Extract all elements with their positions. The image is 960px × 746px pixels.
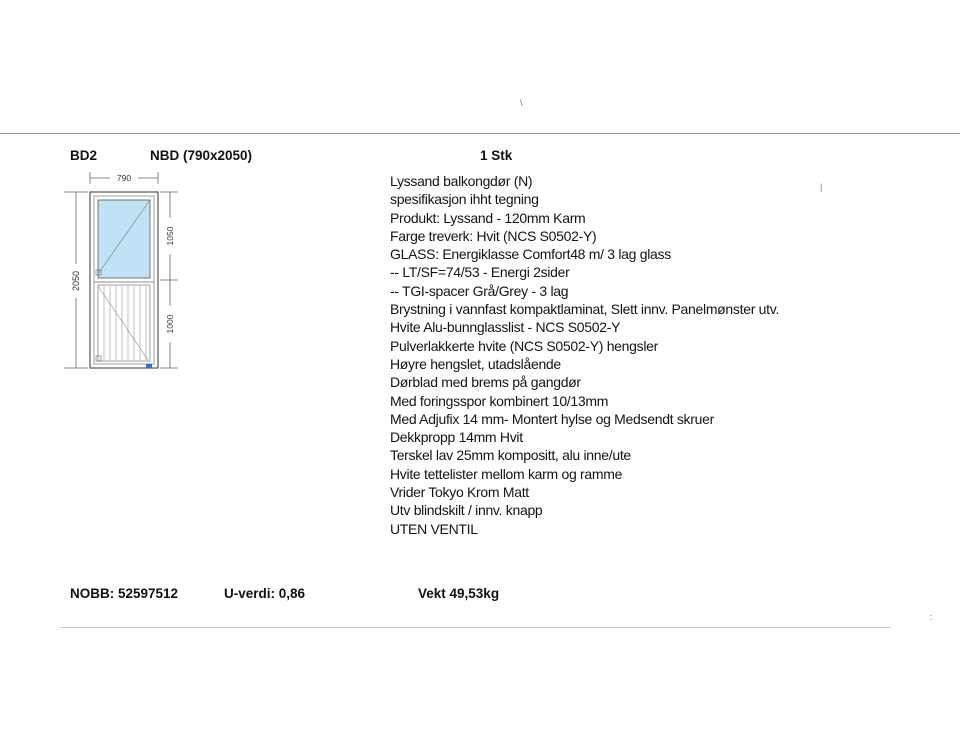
spec-line: Hvite Alu-bunnglasslist - NCS S0502-Y (390, 319, 621, 336)
spec-line: UTEN VENTIL (390, 520, 478, 537)
spec-line: Lyssand balkongdør (N) (390, 173, 533, 189)
scan-speck: \ (520, 98, 523, 108)
spec-line: Pulverlakkerte hvite (NCS S0502-Y) hengsler (390, 337, 659, 354)
spec-line: Høyre hengslet, utadslående (390, 355, 561, 372)
item-code: BD2 (70, 148, 98, 163)
spec-line: Med foringsspor kombinert 10/13mm (390, 392, 609, 409)
spec-line: -- LT/SF=74/53 - Energi 2sider (390, 264, 570, 281)
lower-height-label: 1000 (165, 314, 175, 334)
top-divider (0, 133, 960, 134)
spec-line: Utv blindskilt / innv. knapp (390, 502, 543, 519)
spec-line: Dekkpropp 14mm Hvit (390, 429, 523, 446)
spec-line: Produkt: Lyssand - 120mm Karm (390, 209, 586, 226)
width-label: 790 (116, 173, 132, 183)
quantity: 1 Stk (480, 148, 513, 163)
weight: Vekt 49,53kg (418, 586, 500, 601)
spec-line: Brystning i vannfast kompaktlaminat, Slett innv. Panelmønster utv. (390, 301, 779, 318)
u-value: U-verdi: 0,86 (224, 586, 306, 601)
specification-list (390, 172, 779, 538)
spec-line: Farge treverk: Hvit (NCS S0502-Y) (390, 227, 597, 244)
spec-line: Terskel lav 25mm kompositt, alu inne/ute (390, 447, 631, 464)
glass-pane (98, 200, 150, 278)
height-label: 2050 (71, 270, 81, 292)
threshold-marker (146, 364, 152, 368)
item-dimensions: NBD (790x2050) (150, 148, 253, 163)
spec-line: GLASS: Energiklasse Comfort48 m/ 3 lag glass (390, 246, 671, 263)
spec-line: spesifikasjon ihht tegning (390, 191, 539, 208)
door-drawing (60, 170, 190, 375)
scan-speck: : (930, 612, 933, 622)
spec-line: -- TGI-spacer Grå/Grey - 3 lag (390, 282, 569, 299)
spec-line: Med Adjufix 14 mm- Montert hylse og Medsendt skruer (390, 410, 714, 427)
spec-line: Vrider Tokyo Krom Matt (390, 484, 529, 501)
spec-line: Dørblad med brems på gangdør (390, 374, 581, 391)
nobb-number: NOBB: 52597512 (70, 586, 179, 601)
spec-line: Hvite tettelister mellom karm og ramme (390, 465, 623, 482)
upper-height-label: 1050 (165, 226, 175, 246)
bottom-divider (60, 627, 890, 628)
scan-speck: | (820, 182, 823, 192)
